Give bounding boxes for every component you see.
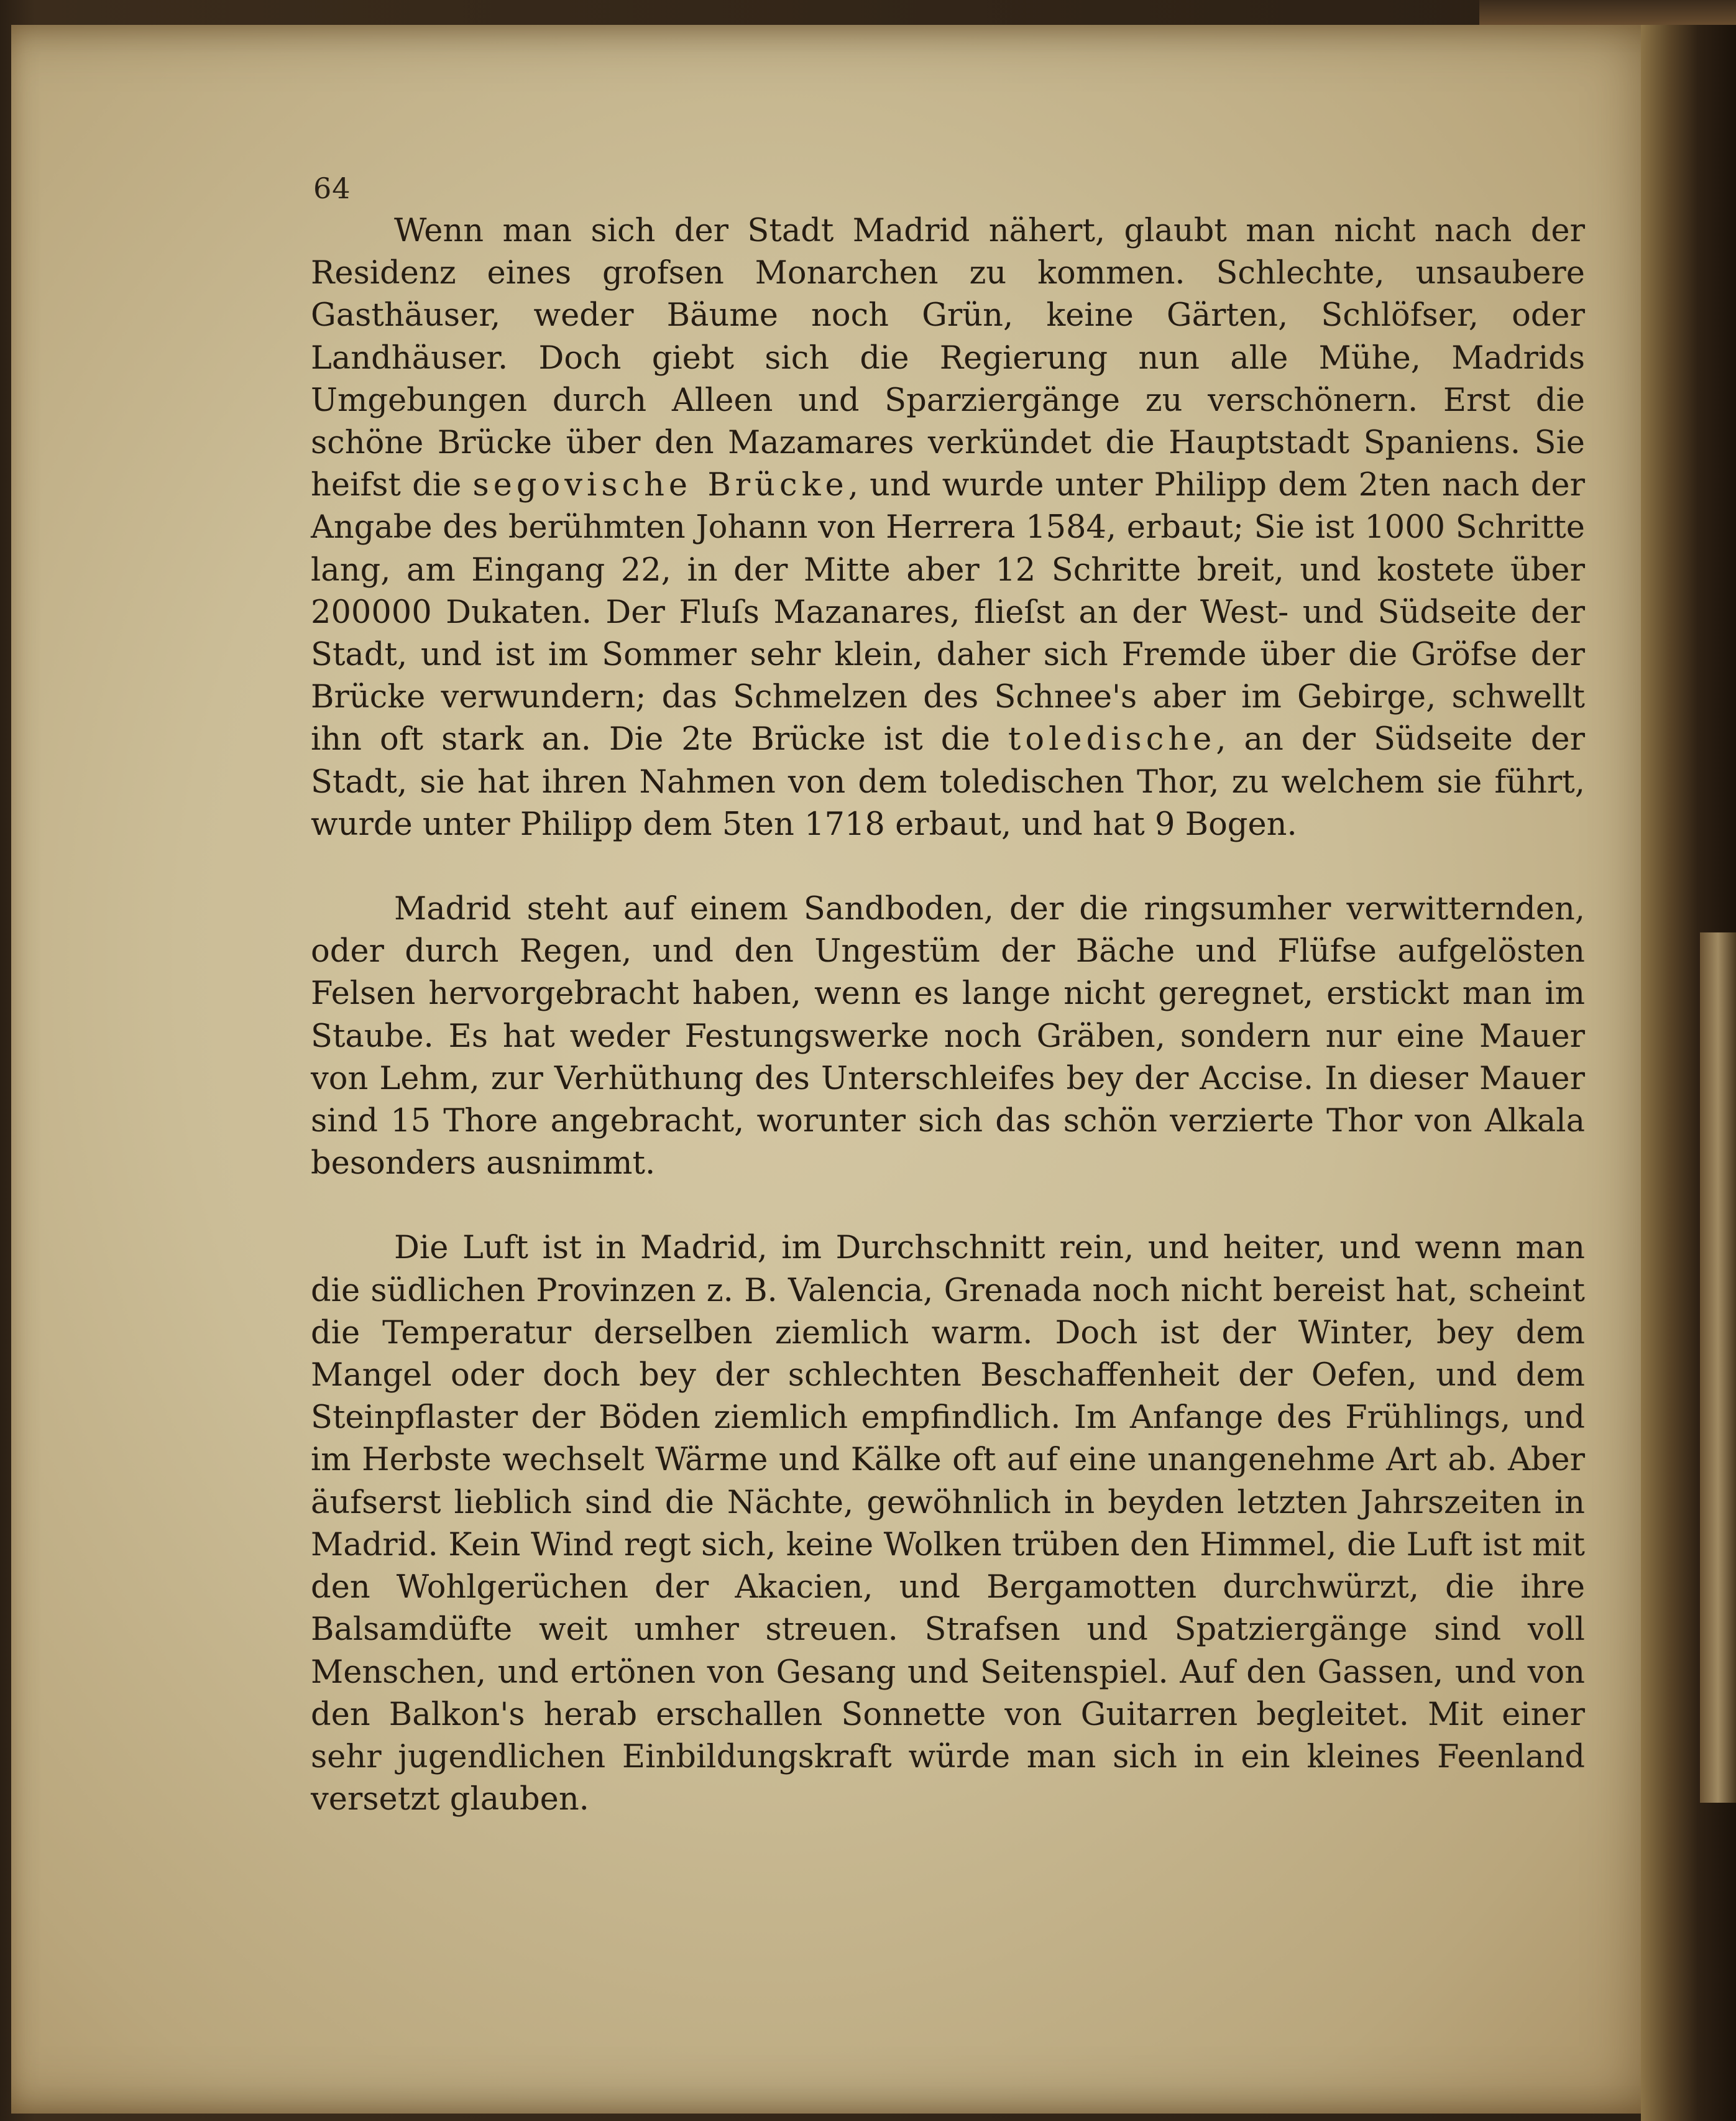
body-text [311, 210, 1585, 1821]
facing-page-edge [1700, 932, 1736, 1803]
paragraph-bridges [311, 210, 1585, 846]
text-segment: , und wurde unter Philipp dem 2ten nach der Angabe des berühmten Johann von Herrera 1584, erbaut; Sie ist 1000 Schritte lang, am Eingang 22, in der Mitte aber 12 Schritte breit, und kostete über 200000 Dukaten. Der Fluſs Mazanares, flieſst an der West- und Südseite der Stadt, und ist im Sommer sehr klein, daher sich Fremde über die Gröfse der Brücke verwundern; das Schmelzen des Schnee's aber im Gebirge, schwellt ihn oft stark an. Die 2te Brücke ist die [311, 467, 1585, 758]
emphasized-term: segovische Brücke [472, 467, 848, 504]
page-number: 64 [313, 172, 351, 205]
text-segment: , an der Südseite der Stadt, sie hat ihren Nahmen von dem toledischen Thor, zu welchem sie führt, wurde unter Philipp dem 5ten 1718 erbaut, und hat 9 Bogen. [311, 721, 1585, 843]
book-cover-edge [1479, 0, 1736, 27]
paragraph-climate: Die Luft ist in Madrid, im Durchschnitt rein, und heiter, und wenn man die südlichen Provinzen z. B. Valencia, Grenada noch nicht bereist hat, scheint die Temperatur derselben ziemlich warm. Doch ist der Winter, bey dem Mangel oder doch bey der schlechten Beschaffenheit der Oefen, und dem Steinpflaster der Böden ziemlich empfindlich. Im Anfange des Frühlings, und im Herbste wechselt Wärme und Kälke oft auf eine unangenehme Art ab. Aber äufserst lieblich sind die Nächte, gewöhnlich in beyden letzten Jahrszeiten in Madrid. Kein Wind regt sich, keine Wolken trüben den Himmel, die Luft ist mit den Wohlgerüchen der Akacien, und Bergamotten durchwürzt, die ihre Balsamdüfte weit umher streuen. Strafsen und Spatziergänge sind voll Menschen, und ertönen von Gesang und Seitenspiel. Auf den Gassen, und von den Balkon's herab erschallen Sonnette von Guitarren begleitet. Mit einer sehr jugendlichen Einbildungskraft würde man sich in ein kleines Feenland versetzt glauben. [311, 1230, 1585, 1818]
paragraph-city-walls: Madrid steht auf einem Sandboden, der die ringsumher verwitternden, oder durch Regen, und den Ungestüm der Bäche und Flüfse aufgelösten Felsen hervorgebracht haben, wenn es lange nicht geregnet, erstickt man im Staube. Es hat weder Festungswerke noch Gräben, sondern nur eine Mauer von Lehm, zur Verhüthung des Unterschleifes bey der Accise. In dieser Mauer sind 15 Thore angebracht, worunter sich das schön verzierte Thor von Alkala besonders ausnimmt. [311, 891, 1585, 1182]
text-segment: Wenn man sich der Stadt Madrid nähert, glaubt man nicht nach der Residenz eines grofsen Monarchen zu kommen. Schlechte, unsaubere Gasthäuser, weder Bäume noch Grün, keine Gärten, Schlöfser, oder Landhäuser. Doch giebt sich die Regierung nun alle Mühe, Madrids Umgebungen durch Alleen und Sparziergänge zu verschönern. Erst die schöne Brücke über den Mazamares verkündet die Hauptstadt Spaniens. Sie heifst die [311, 213, 1585, 504]
emphasized-term: toledische [1008, 721, 1216, 758]
